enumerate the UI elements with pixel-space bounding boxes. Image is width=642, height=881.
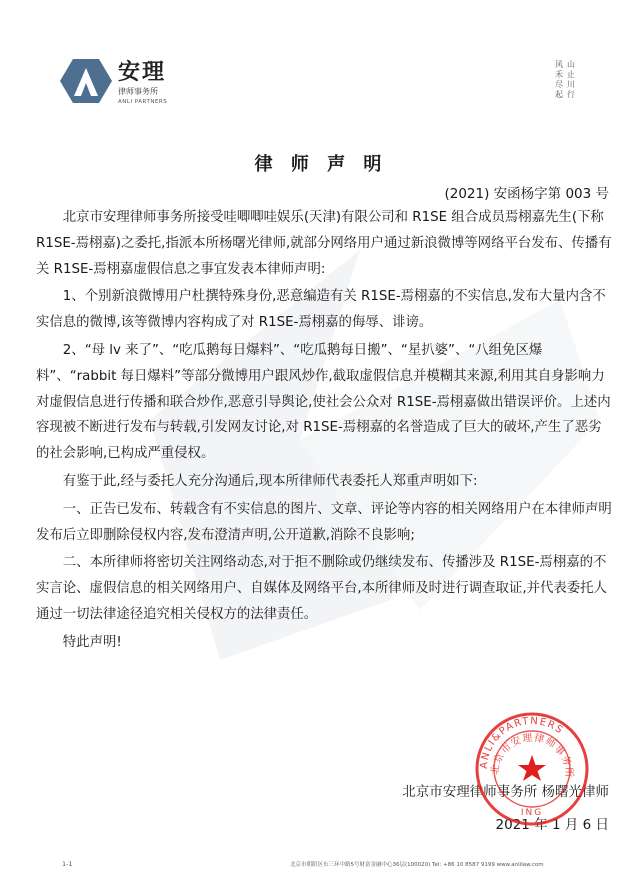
firm-sub-cn: 律师事务所 <box>118 87 158 96</box>
paragraph: 二、本所律师将密切关注网络动态,对于拒不删除或仍继续发布、传播涉及 R1SE-焉栩嘉的不实言论、虚假信息的相关网络用户、自媒体及网络平台,本所律师及时进行调查取证,并代表委托人通过一切法律途径追究相关侵权方的法律责任。 <box>36 555 607 622</box>
firm-name-cn: 安理 <box>118 59 167 85</box>
paragraph: 2、“母 lv 来了”、“吃瓜鹅每日爆料”、“吃瓜鹅每日搬”、“星扒婆”、“八组免区爆料”、“rabbit 每日爆料”等部分微博用户跟风炒作,截取虚假信息并模糊其来源,利用其自身影响力对虚假信息进行传播和联合炒作,恶意引导舆论,使社会公众对 R1SE-焉栩嘉做出错误评价。上述内容现被不断进行发布与转载,引发网友讨论,对 R1SE-焉栩嘉的名誉造成了巨大的破坏,产生了恶劣的社会影响,已构成严重侵权。 <box>36 342 611 462</box>
paragraph: 特此声明! <box>62 634 122 650</box>
statement-body <box>36 205 612 656</box>
firm-logo-icon <box>60 58 112 104</box>
signature-date: 2021 年 1 月 6 日 <box>495 817 609 833</box>
firm-logo <box>60 58 112 108</box>
paragraph: 有鉴于此,经与委托人充分沟通后,现本所律师代表委托人郑重声明如下: <box>62 473 478 489</box>
page-number: 1-1 <box>62 860 73 868</box>
firm-motto <box>550 60 590 110</box>
seal-arc-text: 北京市安理律师事务所 <box>489 732 575 779</box>
seal-ring-text: ANLI&PARTNERS <box>478 715 566 770</box>
seal-bottom-text: ING <box>520 808 544 818</box>
document-number: (2021) 安函杨字第 003 号 <box>444 186 609 202</box>
paragraph: 北京市安理律师事务所接受哇唧唧哇娱乐(天津)有限公司和 R1SE 组合成员焉栩嘉先生(下称 R1SE-焉栩嘉)之委托,指派本所杨曙光律师,就部分网络用户通过新浪微博等网络平台发布、传播有关 R1SE-焉栩嘉虚假信息之事宜发表本律师声明: <box>36 210 612 277</box>
firm-name-block <box>118 60 167 106</box>
paragraph: 一、正告已发布、转载含有不实信息的图片、文章、评论等内容的相关网络用户在本律师声明发布后立即删除侵权内容,发布澄清声明,公开道歉,消除不良影响; <box>36 501 612 543</box>
official-seal <box>474 711 590 827</box>
document-title: 律 师 声 明 <box>254 154 388 175</box>
seal-star-icon <box>518 755 546 781</box>
signer: 北京市安理律师事务所 杨曙光律师 <box>402 784 609 800</box>
motto-column: 风禾尽起 <box>555 60 563 99</box>
footer-address: 北京市朝阳区东三环中路5号财富金融中心36层(100020) Tel: +86 10 8587 9199 www.anlilaw.com <box>290 862 544 868</box>
firm-name-en: ANLI PARTNERS <box>118 99 168 105</box>
motto-column: 山止川行 <box>567 60 575 99</box>
paragraph: 1、个别新浪微博用户杜撰特殊身份,恶意编造有关 R1SE-焉栩嘉的不实信息,发布大量内含不实信息的微博,该等微博内容构成了对 R1SE-焉栩嘉的侮辱、诽谤。 <box>36 289 606 331</box>
